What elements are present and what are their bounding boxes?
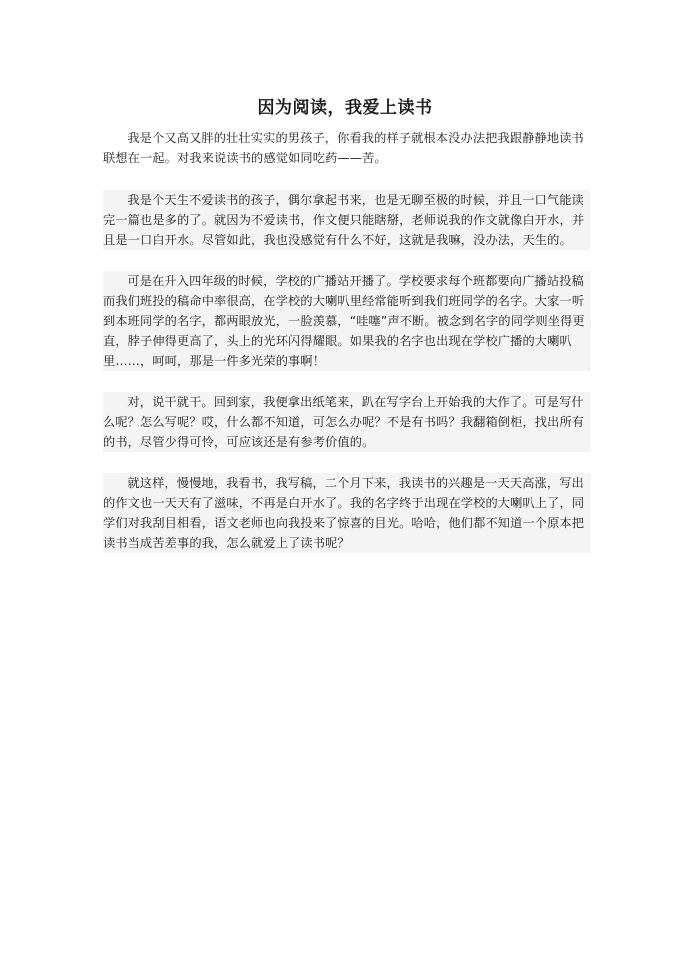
paragraph-1: 我是个又高又胖的壮壮实实的男孩子，你看我的样子就根本没办法把我跟静静地读书联想在一起。对我来说读书的感觉如同吃药——苦。 [103, 131, 584, 165]
paragraph-3: 可是在升入四年级的时候，学校的广播站开播了。学校要求每个班都要向广播站投稿而我们班投的稿命中率很高，在学校的大喇叭里经常能听到我们班同学的名字。大家一听到本班同学的名字，都两眼放光，一脸羡慕，“哇噻”声不断。被念到名字的同学则坐得更直，脖子伸得更高了，头上的光环闪得耀眼。如果我的名字也出现在学校广播的大喇叭里……，呵呵，那是一件多光荣的事啊！ [103, 271, 591, 371]
document-body [103, 128, 591, 574]
paragraph-4: 对，说干就干。回到家，我便拿出纸笔来，趴在写字台上开始我的大作了。可是写什么呢？怎么写呢？哎，什么都不知道，可怎么办呢？不是有书吗？我翻箱倒柜，找出所有的书，尽管少得可怜，可应该还是有参考价值的。 [103, 392, 591, 452]
document-title: 因为阅读，我爱上读书 [257, 98, 433, 118]
paragraph-2: 我是个天生不爱读书的孩子，偶尔拿起书来，也是无聊至极的时候，并且一口气能读完一篇也是多的了。就因为不爱读书，作文便只能瞎掰，老师说我的作文就像白开水，并且是一口白开水。尽管如此，我也没感觉有什么不好，这就是我嘛，没办法，天生的。 [103, 190, 591, 250]
paragraph-5: 就这样，慢慢地，我看书，我写稿，二个月下来，我读书的兴趣是一天天高涨，写出的作文也一天天有了滋味，不再是白开水了。我的名字终于出现在学校的大喇叭上了，同学们对我刮目相看，语文老师也向我投来了惊喜的目光。哈哈，他们都不知道一个原本把读书当成苦差事的我，怎么就爱上了读书呢？ [103, 473, 591, 553]
